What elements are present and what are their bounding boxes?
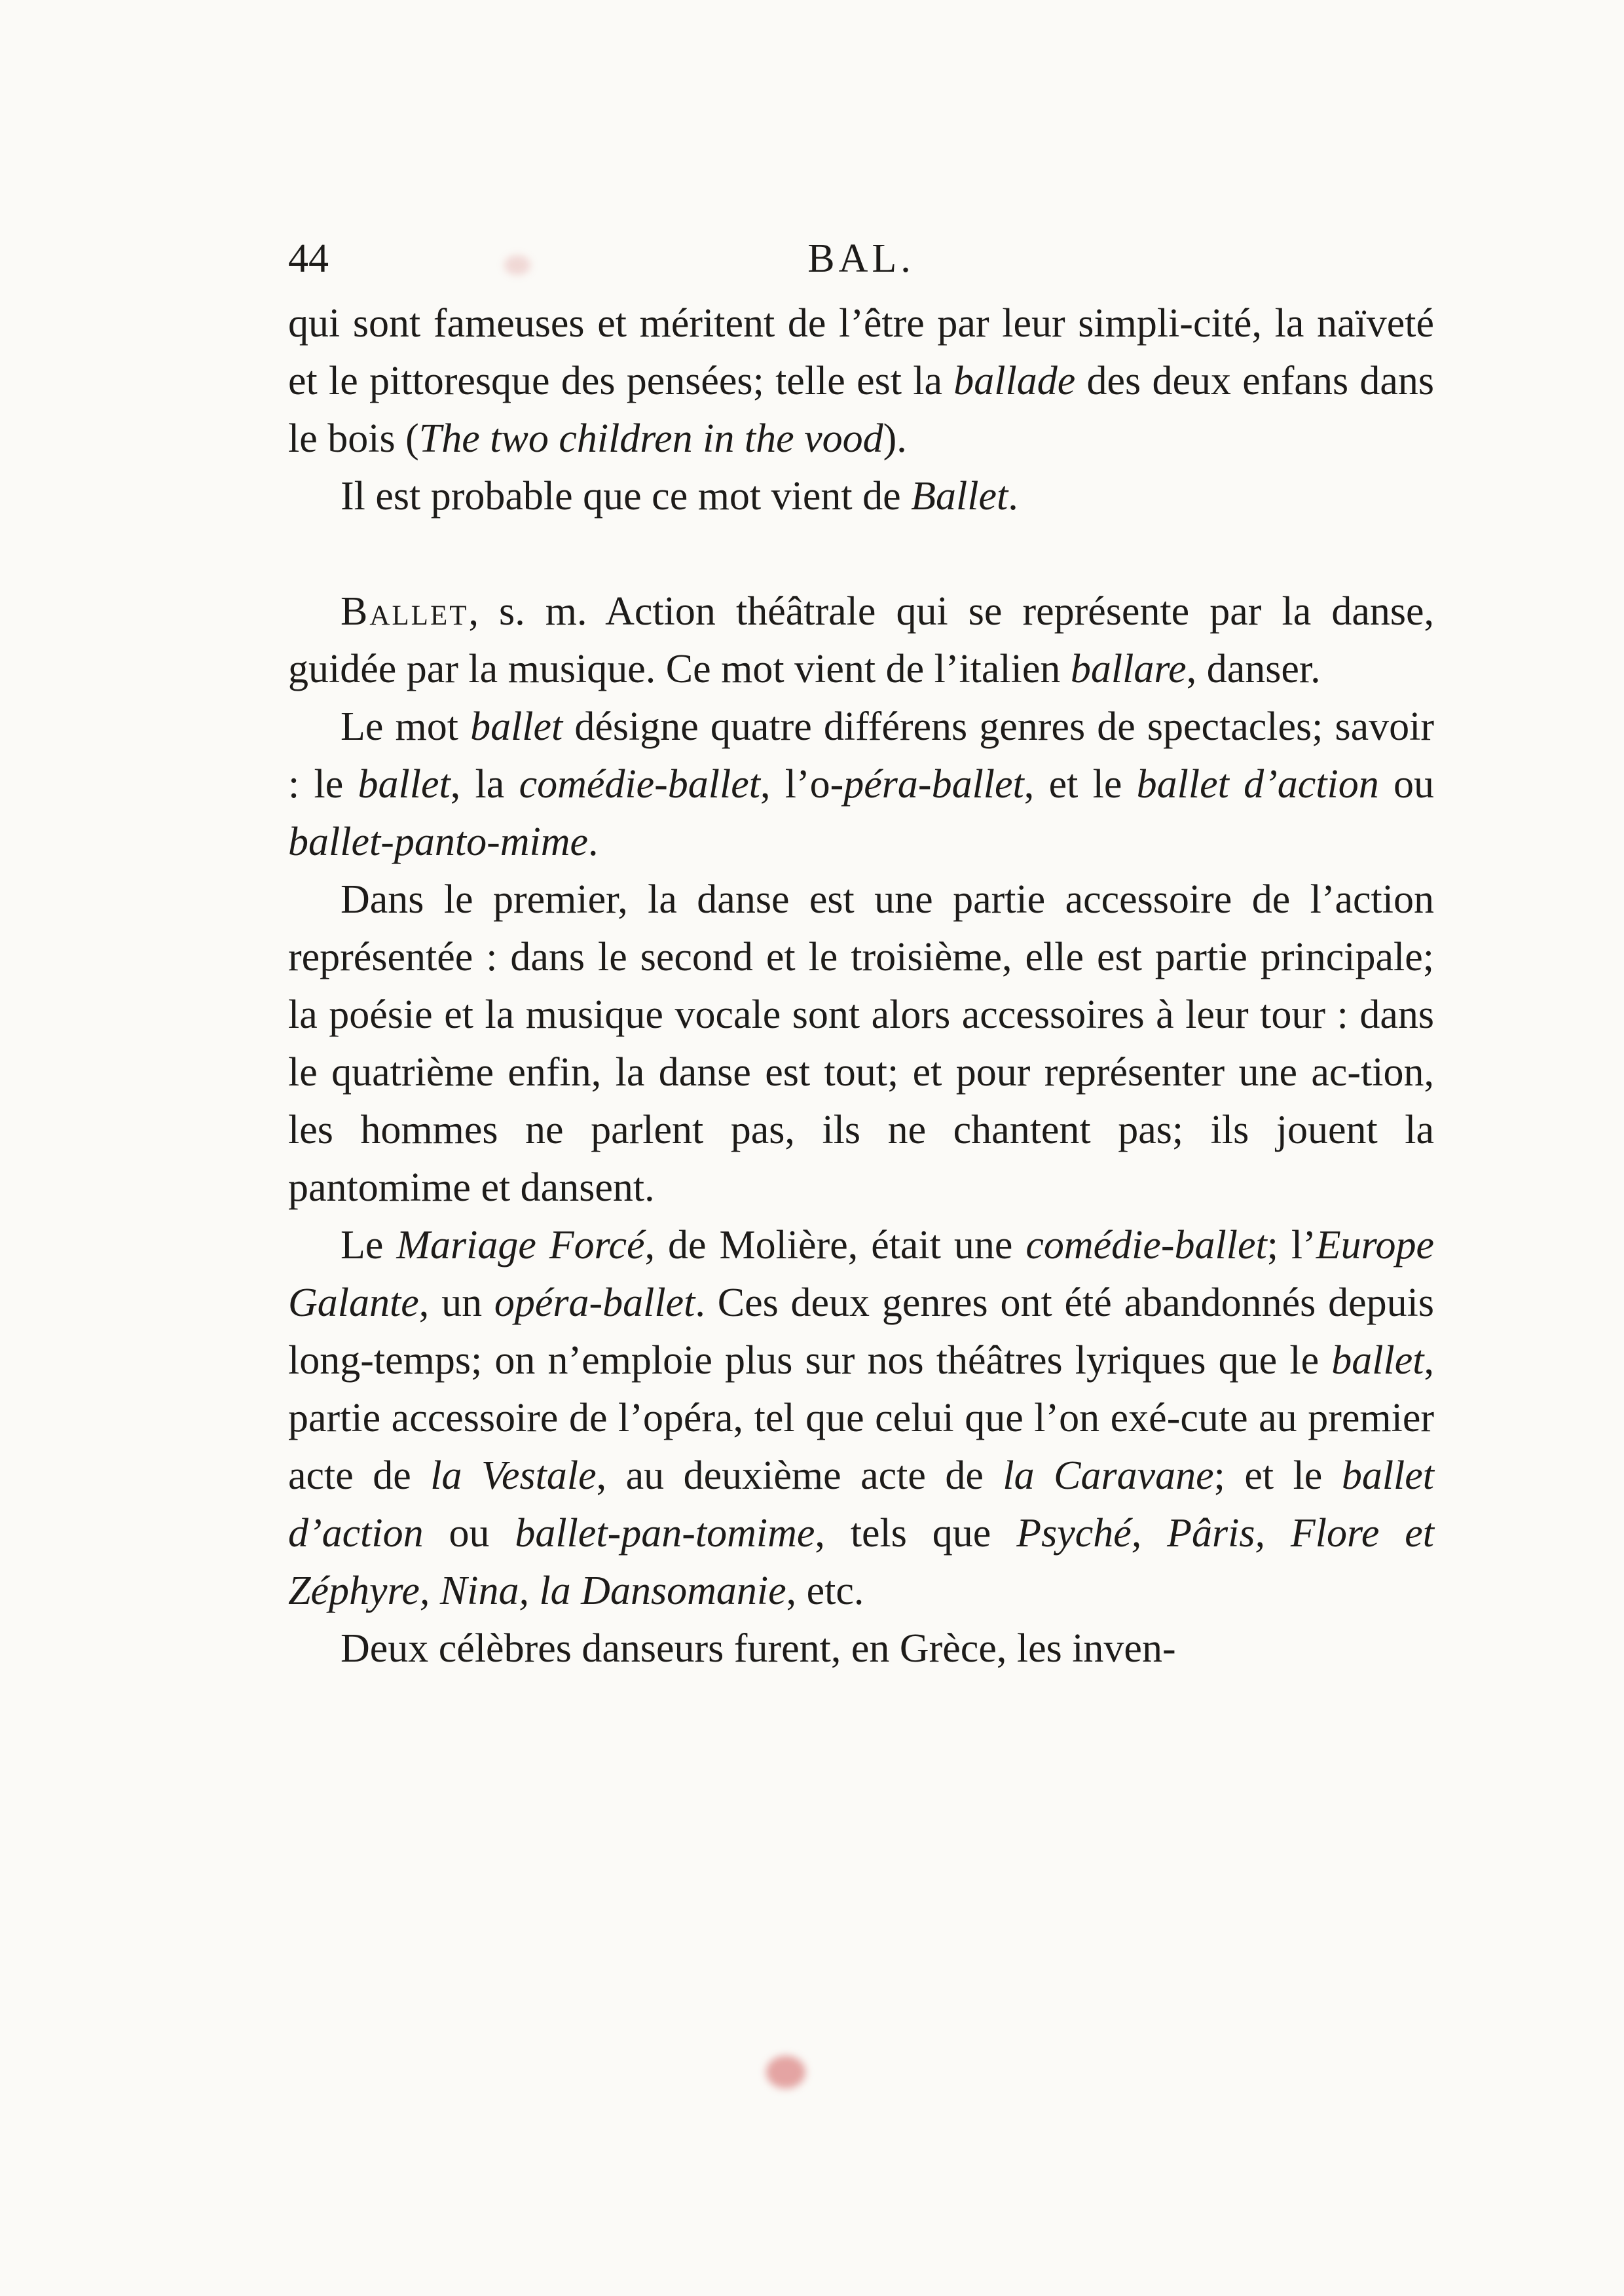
paragraph-inventors: Deux célèbres danseurs furent, en Grèce, les inven-: [341, 1626, 1176, 1671]
entry-gap: [288, 525, 1434, 583]
paragraph-origin-note: Il est probable que ce mot vient de Ballet.: [341, 474, 1018, 519]
entry-ballet: Ballet, s. m. Action théâtrale qui se représente par la danse, guidée par la musique. Ce mot vient de l’italien ballare, danser.: [288, 589, 1434, 691]
paragraph-genre-roles: Dans le premier, la danse est une partie accessoire de l’action représentée : dans le second et le troisième, elle est partie principale; la poésie et la musique vocale sont alors accessoires à leur tour : dans le quatrième enfin, la danse est tout; et pour représenter une ac-tion, les hommes ne parlent pas, ils ne chantent pas; ils jouent la pantomime et dansent.: [288, 877, 1434, 1210]
paragraph-continuation: qui sont fameuses et méritent de l’être par leur simpli-cité, la naïveté et le pittoresque des pensées; telle est la ballade des deux enfans dans le bois (The two children in the vood).: [288, 301, 1435, 461]
paragraph-four-genres: Le mot ballet désigne quatre différens genres de spectacles; savoir : le ballet, la comédie-ballet, l’o-péra-ballet, et le ballet d’action ou ballet-panto-mime.: [288, 704, 1434, 864]
page-number: 44: [288, 236, 329, 281]
paragraph-examples: Le Mariage Forcé, de Molière, était une comédie-ballet; l’Europe Galante, un opéra-ballet. Ces deux genres ont été abandonnés depuis long-temps; on n’emploie plus sur nos théâtres lyriques que le ballet, partie accessoire de l’opéra, tel que celui que l’on exé-cute au premier acte de la Vestale, au deuxième acte de la Caravane; et le ballet d’action ou ballet-pan-tomime, tels que Psyché, Pâris, Flore et Zéphyre, Nina, la Dansomanie, etc.: [288, 1223, 1435, 1613]
running-head: [288, 236, 1434, 295]
ink-stain: [766, 2056, 805, 2088]
headword: Ballet: [341, 589, 469, 634]
body-text: [288, 295, 1434, 1677]
book-page: [288, 236, 1434, 1677]
running-title: BAL.: [807, 236, 915, 281]
